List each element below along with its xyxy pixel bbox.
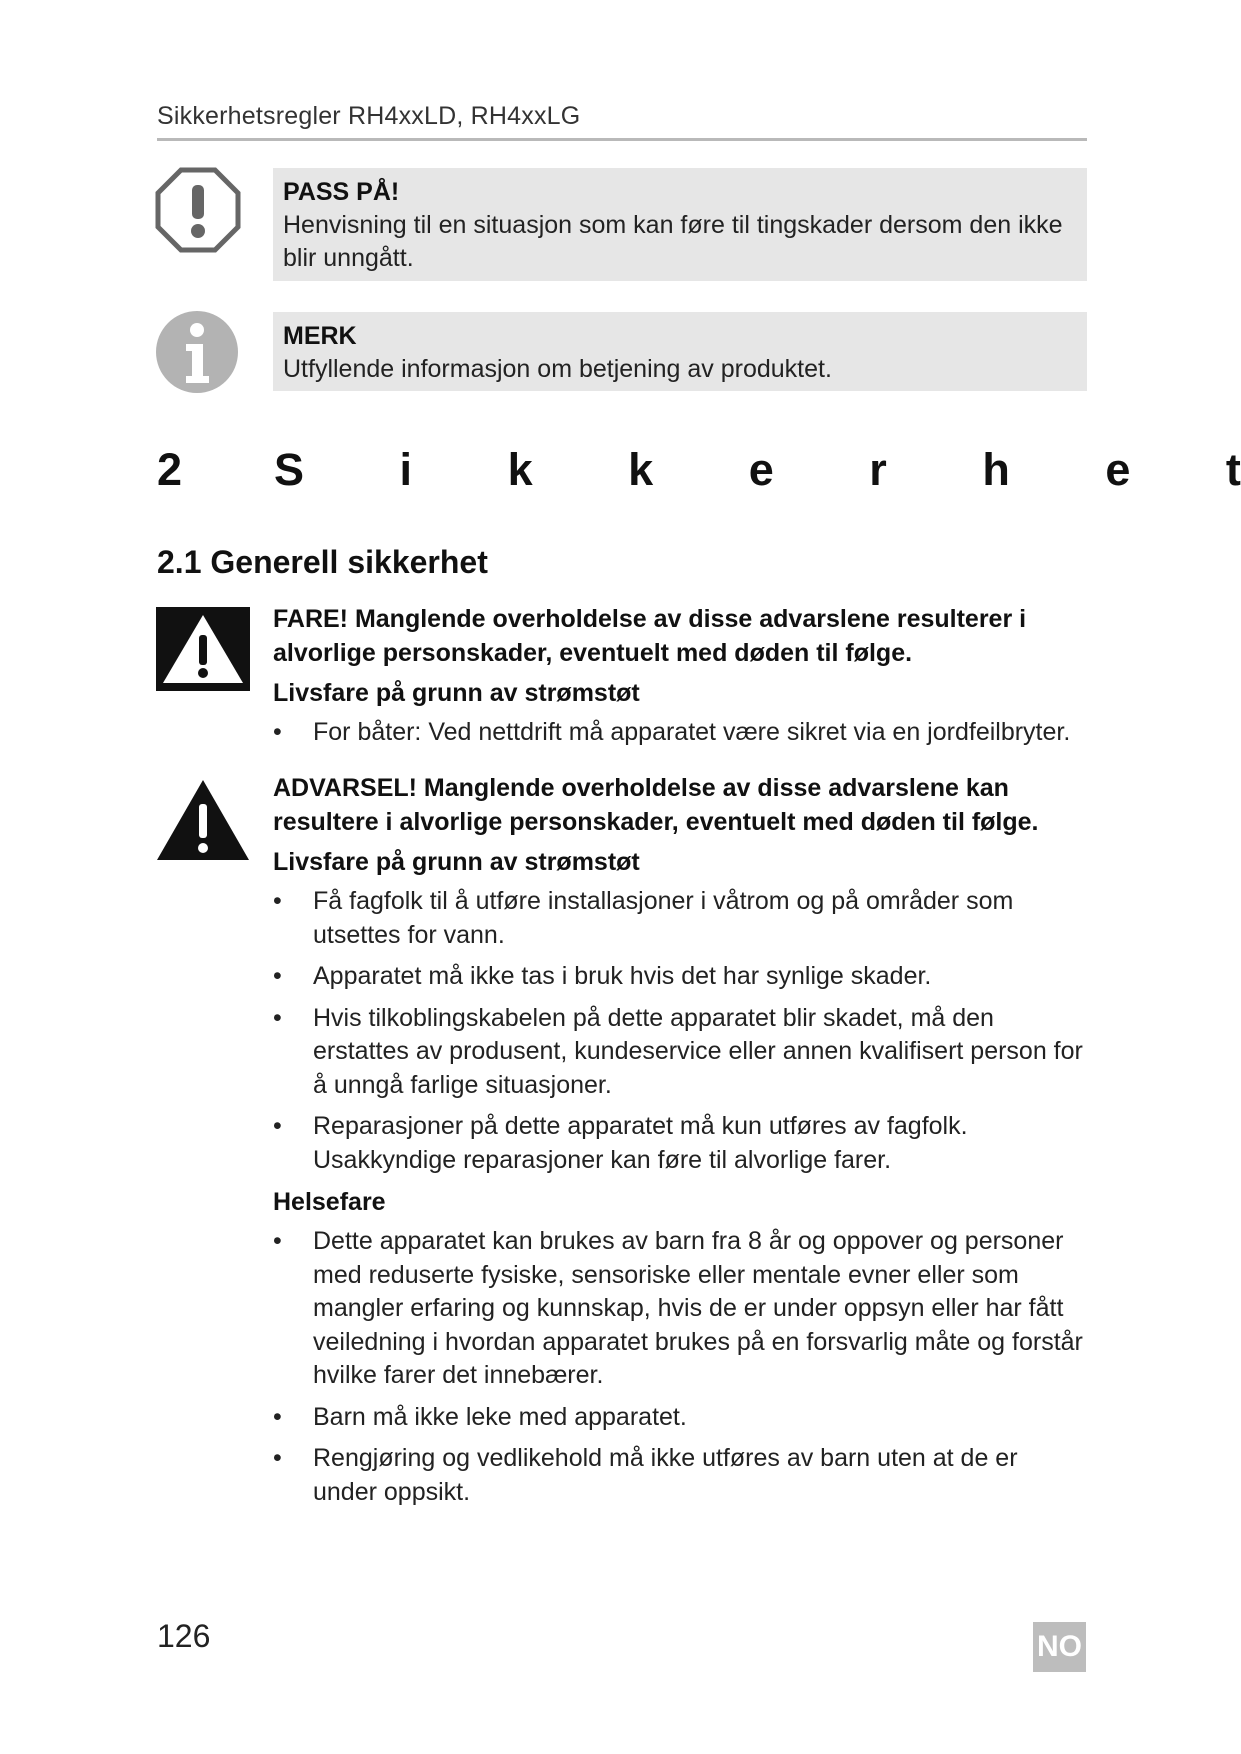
list-item: [273, 885, 1087, 952]
bullet-icon: •: [273, 1402, 282, 1431]
bullet-icon: •: [273, 1444, 282, 1472]
health-bullet-list: [273, 1225, 1087, 1509]
list-item: [273, 1110, 1087, 1177]
notice-text: Henvisning til en situasjon som kan føre til tingskader dersom den ikke blir unngått.: [283, 211, 1063, 272]
bullet-icon: •: [273, 1003, 282, 1032]
warning-block: [273, 771, 1087, 1517]
danger-block: [273, 602, 1087, 758]
info-circle-icon: [155, 310, 239, 394]
list-item: [273, 716, 1087, 750]
chapter-letter: k: [628, 444, 654, 495]
warning-triangle-icon: [155, 778, 251, 862]
list-item-text: Hvis tilkoblingskabelen på dette apparatet blir skadet, må den erstattes av produsent, kundeservice eller annen kvalifisert person for å unngå farlige situasjoner.: [313, 1003, 1083, 1099]
notice-box-caution: [273, 168, 1087, 281]
list-item: [273, 1225, 1087, 1393]
list-item: [273, 1002, 1087, 1103]
chapter-title: [274, 444, 1241, 496]
chapter-letter: e: [1105, 444, 1131, 495]
health-subheading: Helsefare: [273, 1188, 386, 1216]
chapter-letter: e: [748, 444, 774, 495]
bullet-icon: •: [273, 962, 282, 990]
language-badge: NO: [1033, 1622, 1086, 1672]
list-item-text: Barn må ikke leke med apparatet.: [313, 1402, 687, 1431]
list-item: [273, 1401, 1087, 1435]
list-item: [273, 1442, 1087, 1509]
page-header-title: Sikkerhetsregler RH4xxLD, RH4xxLG: [157, 102, 581, 130]
list-item-text: Få fagfolk til å utføre installasjoner i våtrom og på områder som utsettes for vann.: [313, 887, 1014, 949]
bullet-icon: •: [273, 1112, 282, 1140]
danger-bullet-list: [273, 716, 1087, 750]
notice-text: Utfyllende informasjon om betjening av produktet.: [283, 355, 832, 383]
bullet-icon: •: [273, 887, 282, 915]
list-item-text: Reparasjoner på dette apparatet må kun utføres av fagfolk. Usakkyndige reparasjoner kan føre til alvorlige farer.: [313, 1112, 968, 1174]
list-item-text: Dette apparatet kan brukes av barn fra 8 år og oppover og personer med reduserte fysiske, sensoriske eller mentale evner eller som mangler erfaring og kunnskap, hvis de er under oppsyn eller har fått veiledning i hvordan apparatet brukes på en forsvarlig måte og forstår hvilke farer det innebærer.: [313, 1227, 1083, 1389]
warning-subheading: Livsfare på grunn av strømstøt: [273, 848, 640, 876]
bullet-icon: •: [273, 1227, 282, 1255]
danger-signal-text: FARE! Manglende overholdelse av disse advarslene resulterer i alvorlige personskader, eventuelt med døden til følge.: [273, 605, 1027, 667]
list-item-text: For båter: Ved nettdrift må apparatet være sikret via en jordfeilbryter.: [313, 718, 1071, 746]
warning-triangle-boxed-icon: [156, 607, 250, 691]
bullet-icon: •: [273, 718, 282, 746]
chapter-letter: i: [399, 444, 413, 495]
list-item: [273, 960, 1087, 994]
chapter-letter: k: [507, 444, 533, 495]
octagon-exclamation-icon: [155, 167, 241, 253]
chapter-letter: r: [869, 444, 887, 495]
notice-title: PASS PÅ!: [283, 178, 400, 206]
chapter-letter: h: [982, 444, 1010, 495]
chapter-number: 2: [157, 444, 183, 495]
page-number: 126: [157, 1618, 211, 1654]
list-item-text: Apparatet må ikke tas i bruk hvis det har synlige skader.: [313, 962, 932, 990]
warning-signal-text: ADVARSEL! Manglende overholdelse av disse advarslene kan resultere i alvorlige personskader, eventuelt med døden til følge.: [273, 774, 1039, 836]
list-item-text: Rengjøring og vedlikehold må ikke utføres av barn uten at de er under oppsikt.: [313, 1444, 1018, 1506]
warning-bullet-list: [273, 885, 1087, 1177]
notice-title: MERK: [283, 322, 357, 350]
chapter-letter: t: [1225, 444, 1241, 495]
chapter-letter: S: [274, 444, 305, 495]
section-heading: 2.1 Generell sikkerhet: [157, 544, 488, 580]
notice-box-note: [273, 312, 1087, 391]
danger-subheading: Livsfare på grunn av strømstøt: [273, 679, 640, 707]
chapter-heading: [157, 440, 1241, 500]
header-divider: [157, 138, 1087, 141]
